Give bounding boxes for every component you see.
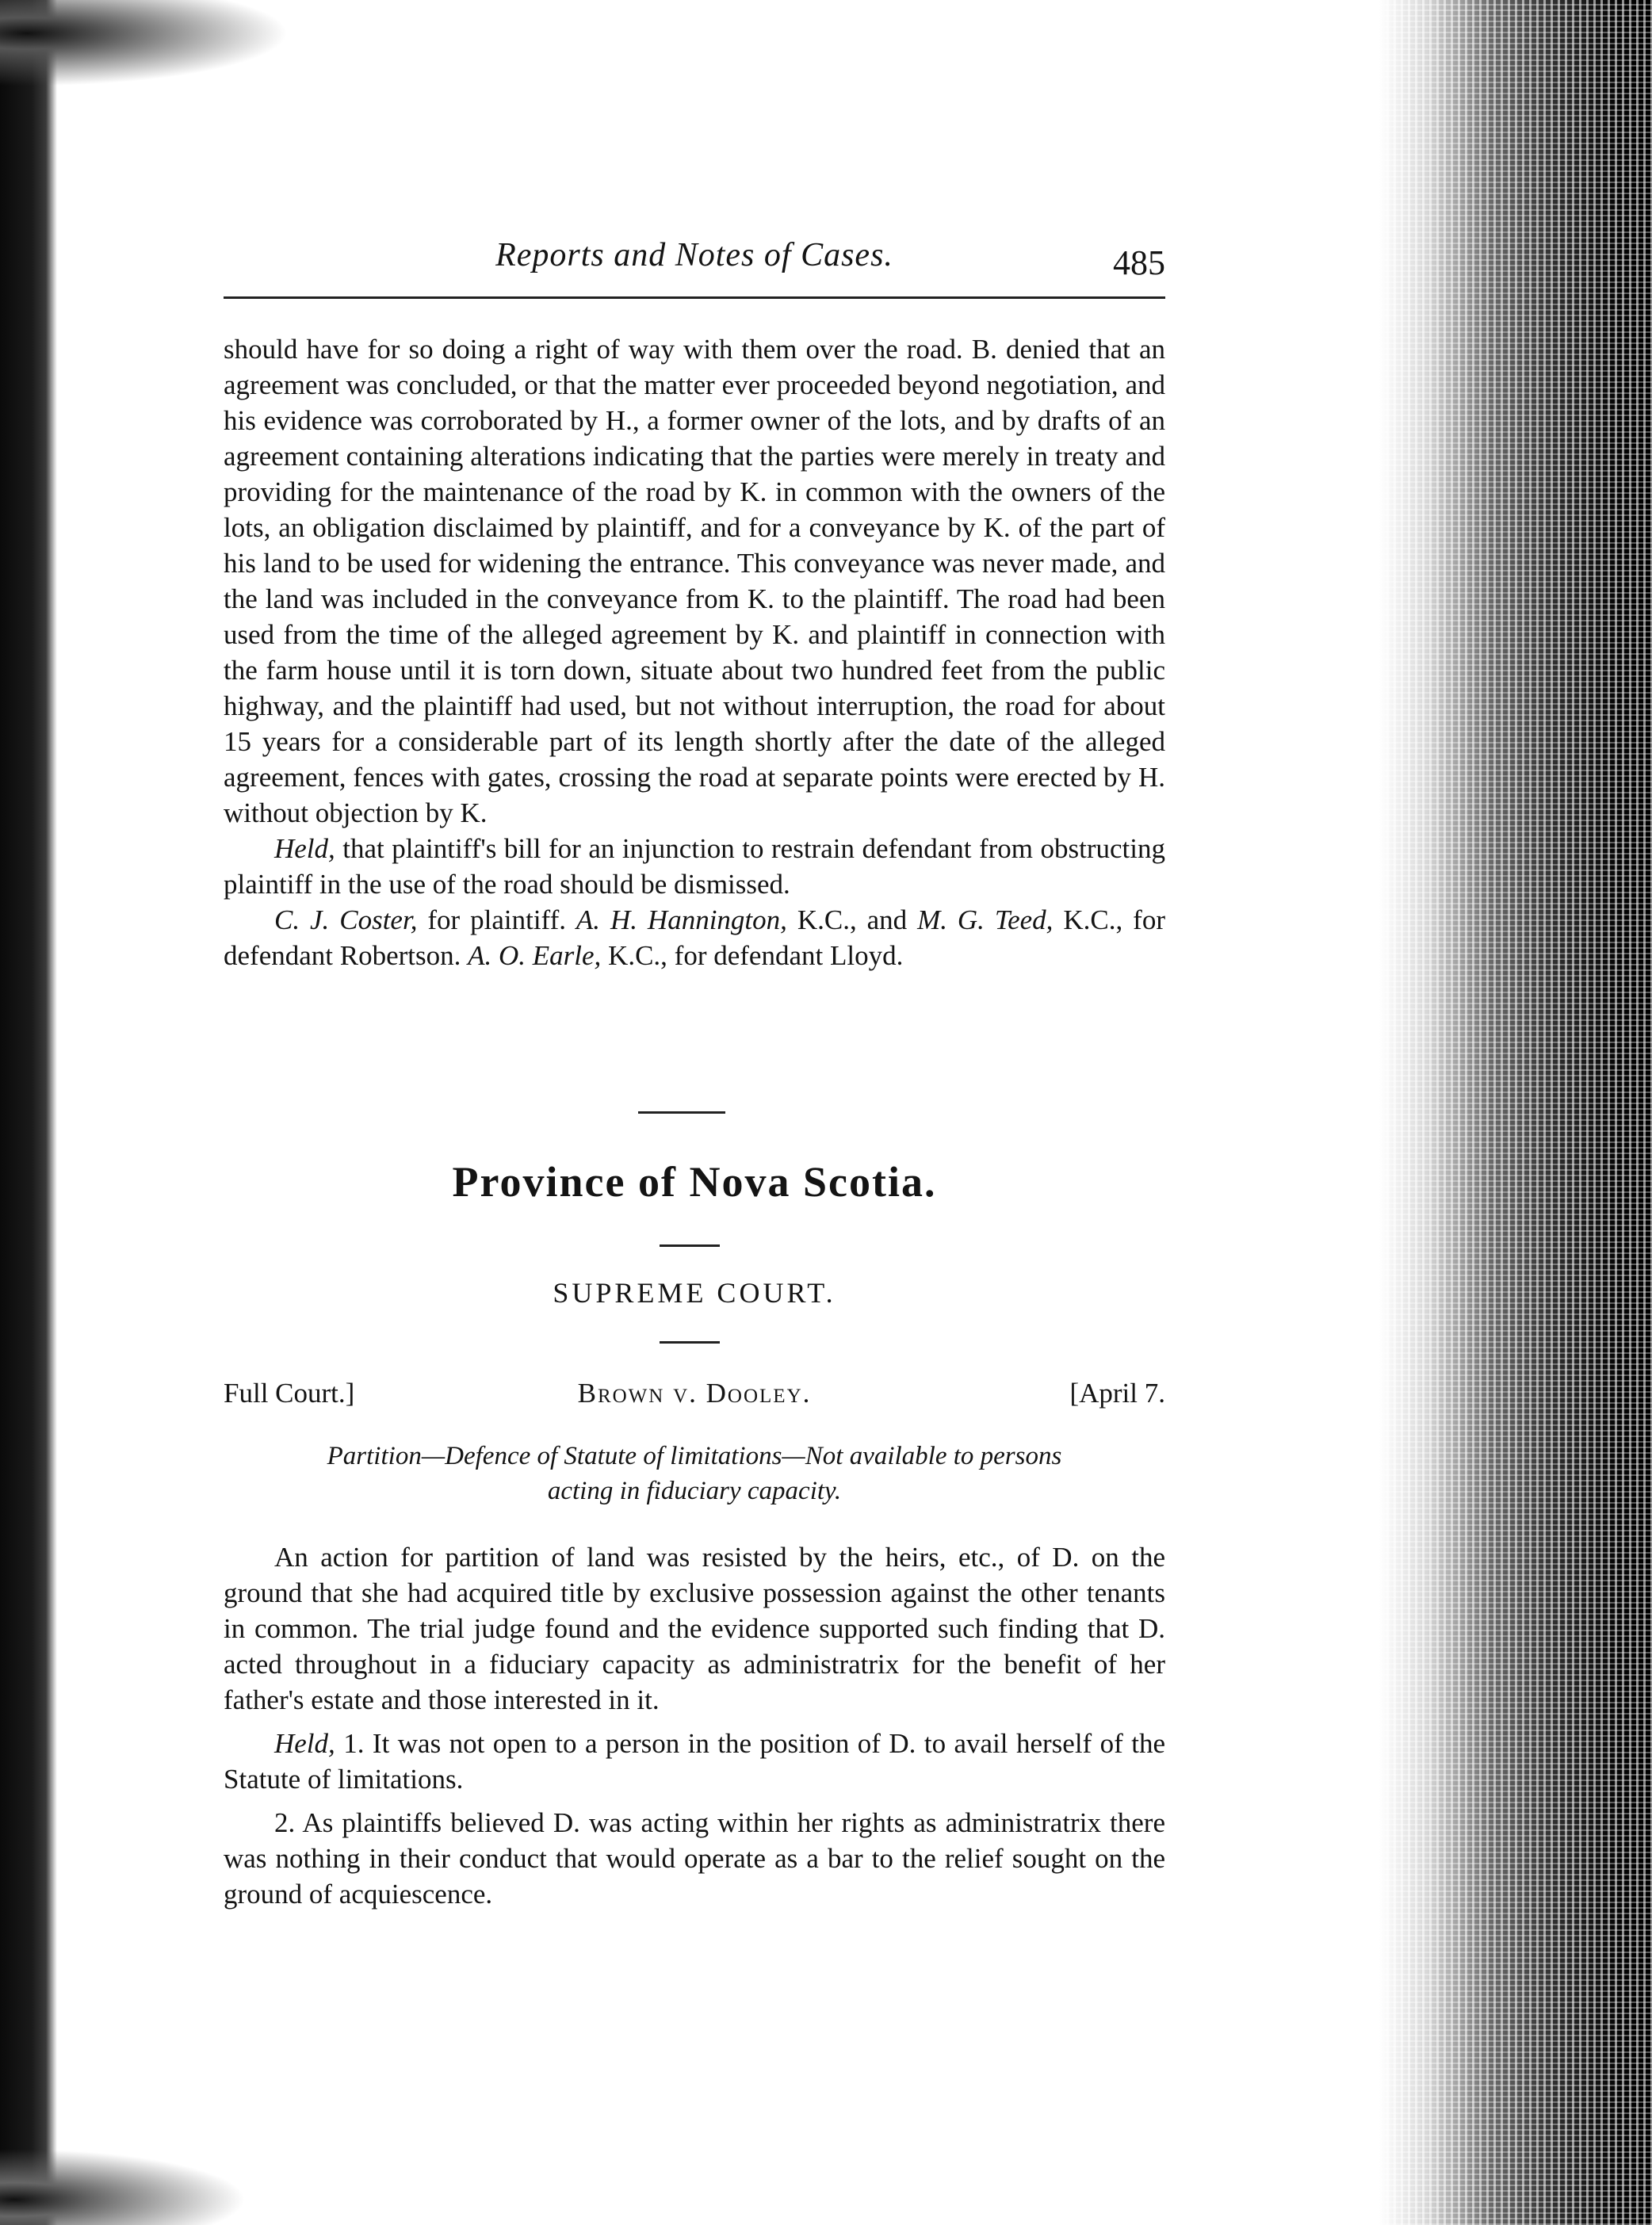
report-paragraph: An action for partition of land was resisted by the heirs, etc., of D. on the ground that she had acquired title by exclusive possession against the other tenants in common. The trial judge found and the evidence supported such finding that D. acted throughout in a fiduciary capacity as administratrix for the benefit of her father's estate and those interested in it. (224, 1542, 1165, 1715)
held-paragraph (224, 1726, 1165, 1797)
held-text: that plaintiff's bill for an injunction to restrain defendant from obstructing plaintiff in the use of the road should be dismissed. (224, 833, 1165, 900)
held-paragraph (224, 831, 1165, 902)
case-report-continued (224, 331, 1165, 973)
province-heading: Province of Nova Scotia. (452, 1158, 937, 1206)
scan-edge-left (0, 0, 57, 2225)
counsel-name: C. J. Coster, (274, 904, 418, 935)
court-label: Full Court.] (224, 1378, 355, 1409)
case-caption (224, 1375, 1165, 1411)
held-label: Held, (274, 833, 335, 864)
report-paragraph: should have for so doing a right of way with them over the road. B. denied that an agreement was concluded, or that the matter ever proceeded beyond negotiation, and his evidence was corroborated by H., a former owner of the lots, and by drafts of an agreement containing alterations indicating that the parties were merely in treaty and providing for the maintenance of the road by K. in common with the owners of the lots, an obligation disclaimed by plaintiff, and for a conveyance by K. of the part of his land to be used for widening the entrance. This conveyance was never made, and the land was included in the conveyance from K. to the plaintiff. The road had been used from the time of the alleged agreement by K. and plaintiff in connection with the farm house until it is torn down, situate about two hundred feet from the public highway, and the plaintiff had used, but not without interruption, the road for about 15 years for a considerable part of its length shortly after the date of the alleged agreement, fences with gates, crossing the road at separate points were erected by H. without objection by K. (224, 334, 1165, 828)
headnote-line: acting in fiduciary capacity. (547, 1477, 842, 1505)
section-divider (638, 1111, 725, 1114)
scan-smudge-top (0, 0, 333, 95)
headnote-line: Partition—Defence of Statute of limitations—Not available to persons (327, 1442, 1062, 1470)
counsel-text: K.C., for defendant Lloyd. (601, 940, 904, 971)
running-header-title: Reports and Notes of Cases. (495, 237, 893, 273)
case-date: [April 7. (1069, 1378, 1165, 1409)
counsel-name: A. H. Hannington, (576, 904, 787, 935)
counsel-paragraph (224, 902, 1165, 973)
counsel-text: K.C., and (786, 904, 918, 935)
section-divider (660, 1341, 720, 1344)
counsel-name: M. G. Teed, (917, 904, 1054, 935)
header-rule (224, 296, 1165, 299)
case-report (224, 1539, 1165, 1912)
page-number: 485 (1113, 243, 1165, 282)
held-text: 1. It was not open to a person in the position of D. to avail herself of the Statute of limitations. (224, 1728, 1165, 1795)
headnote (224, 1439, 1165, 1508)
court-heading: SUPREME COURT. (553, 1277, 836, 1309)
scan-edge-right (1379, 0, 1652, 2225)
scan-smudge-bottom (0, 2140, 285, 2225)
counsel-text: for plaintiff. (417, 904, 576, 935)
case-name: Brown v. Dooley. (577, 1378, 812, 1409)
counsel-name: A. O. Earle, (468, 940, 602, 971)
section-divider (660, 1244, 720, 1247)
counsel-text: K.C., for defendant Robertson. (224, 904, 1165, 971)
held-paragraph: 2. As plaintiffs believed D. was acting within her rights as administratrix there was nothing in their conduct that would operate as a bar to the relief sought on the ground of acquiescence. (224, 1807, 1165, 1910)
held-label: Held, (274, 1728, 335, 1759)
